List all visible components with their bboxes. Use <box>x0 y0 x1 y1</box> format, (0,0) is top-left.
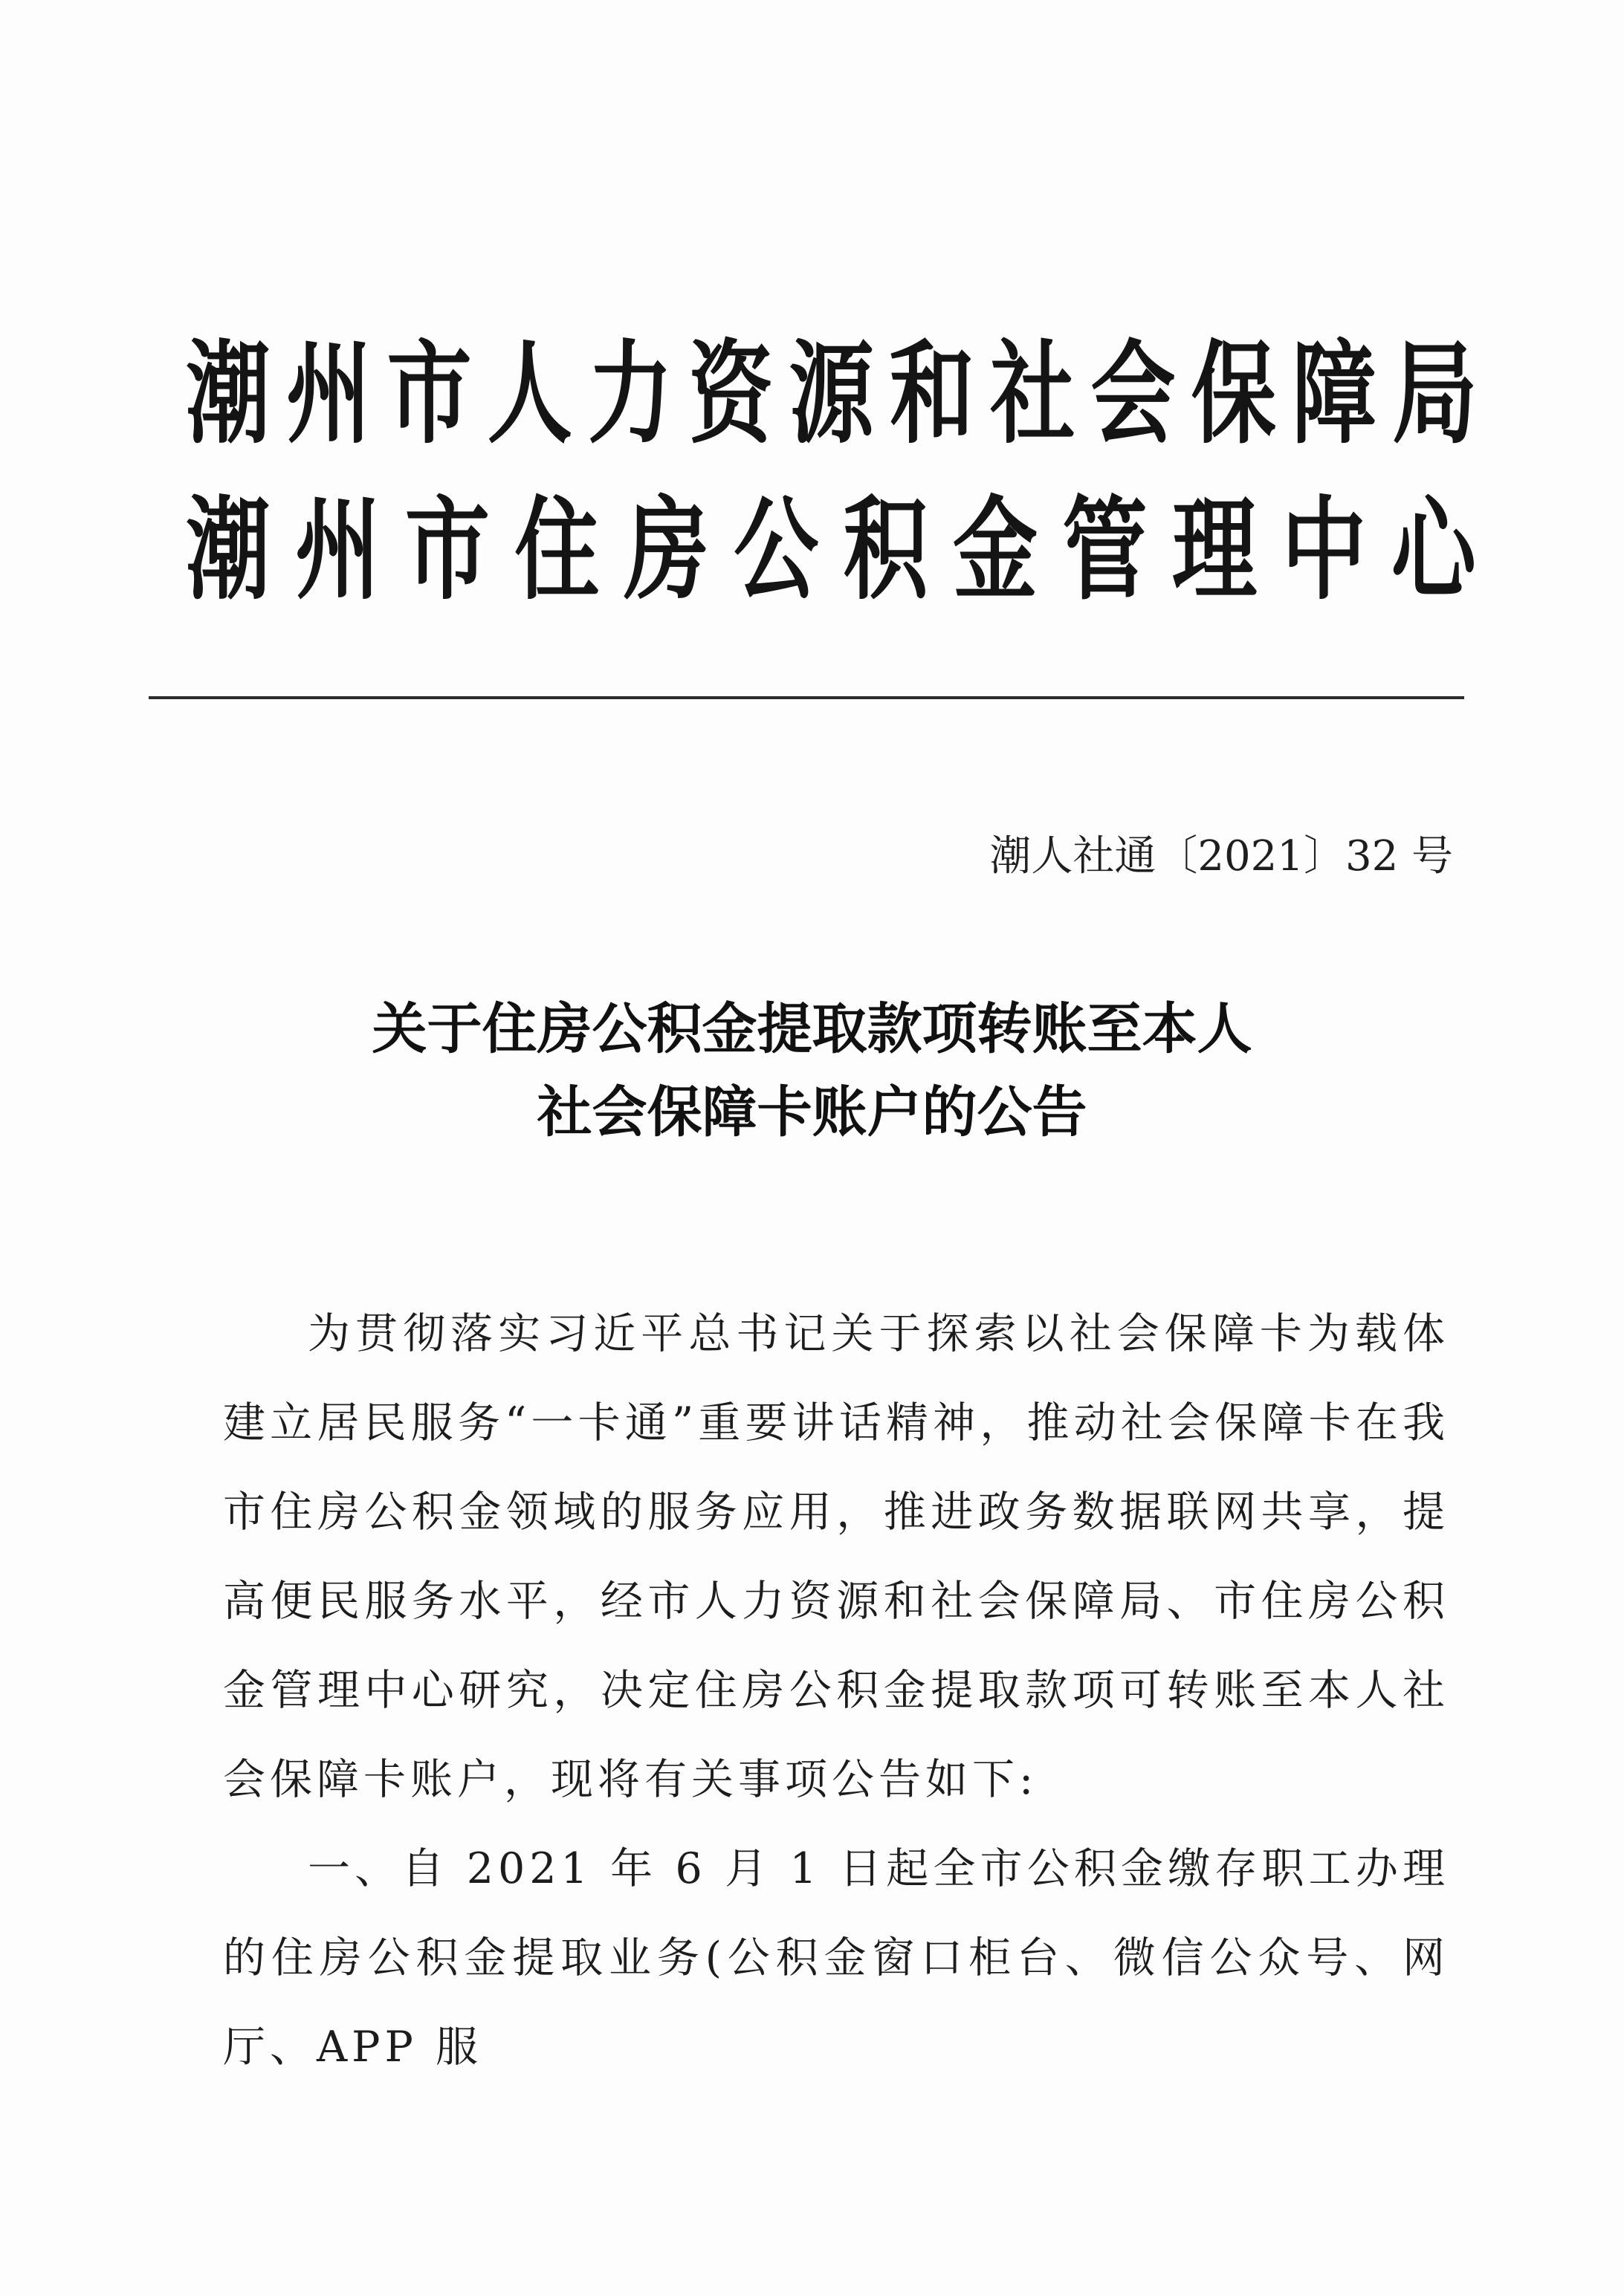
body-paragraph-2: 一、自 2021 年 6 月 1 日起全市公积金缴存职工办理的住房公积金提取业务(公积金窗口柜台、微信公众号、网厅、APP 服 <box>223 1844 1449 2072</box>
document-body <box>223 1289 1449 2092</box>
title-line-1: 关于住房公积金提取款项转账至本人 <box>372 997 1252 1061</box>
issuer-line-2: 潮州市住房公积金管理中心 <box>186 484 1501 615</box>
document-number: 潮人社通〔2021〕32 号 <box>989 832 1453 881</box>
header-divider <box>149 696 1464 699</box>
title-line-2: 社会保障卡账户的公告 <box>537 1080 1087 1144</box>
body-paragraph-1: 为贯彻落实习近平总书记关于探索以社会保障卡为载体建立居民服务“一卡通”重要讲话精神，推动社会保障卡在我市住房公积金领域的服务应用，推进政务数据联网共享，提高便民服务水平，经市人力资源和社会保障局、市住房公积金管理中心研究，决定住房公积金提取款项可转账至本人社会保障卡账户，现将有关事项公告如下: <box>223 1309 1449 1804</box>
issuer-line-1: 潮州市人力资源和社会保障局 <box>186 328 1493 459</box>
